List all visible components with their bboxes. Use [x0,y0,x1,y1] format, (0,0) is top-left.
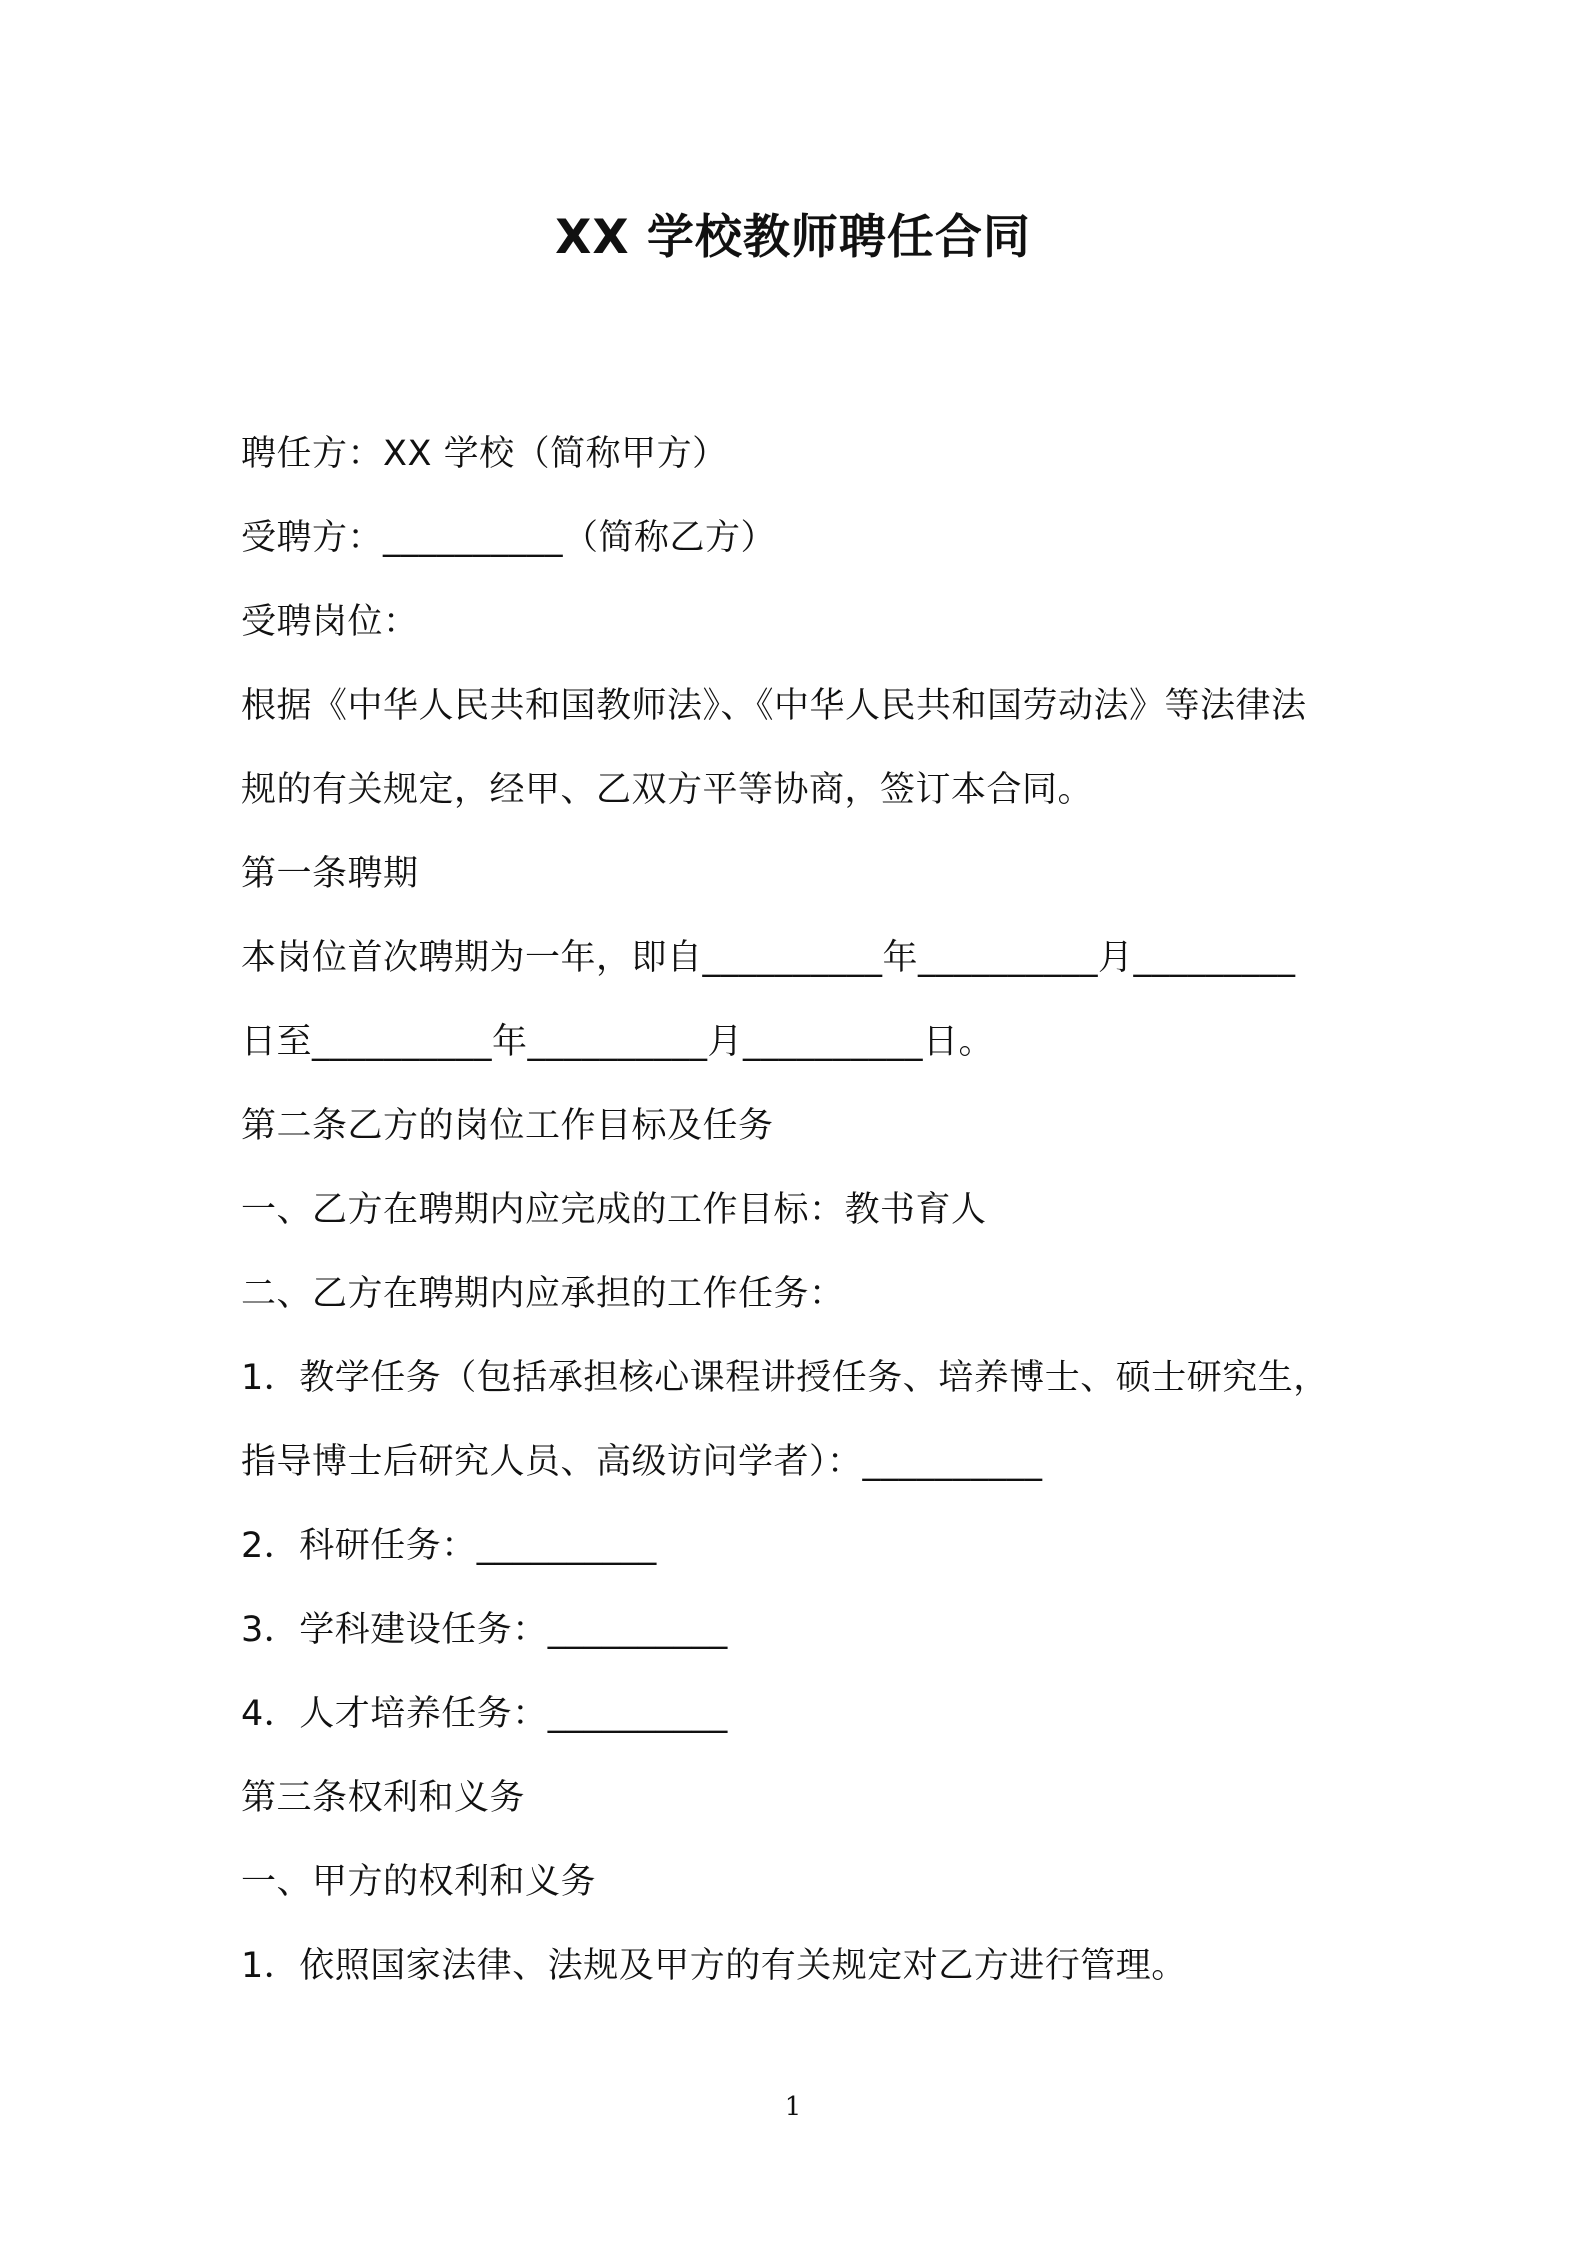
task-teaching-line-2: 指导博士后研究人员、高级访问学者）：__________ [241,1442,1043,1482]
paragraph-basis-line-2: 规的有关规定，经甲、乙双方平等协商，签订本合同。 [241,770,1094,810]
page-number: 1 [784,2092,802,2122]
document-body [241,412,1361,2008]
article-1-term-line-1: 本岗位首次聘期为一年，即自__________年__________月_________ [241,938,1296,978]
task-teaching-line-1: 1．教学任务（包括承担核心课程讲授任务、培养博士、硕士研究生， [241,1358,1329,1398]
clause-employer: 聘任方：XX 学校（简称甲方） [241,434,728,474]
article-2-goal: 一、乙方在聘期内应完成的工作目标：教书育人 [241,1190,987,1230]
article-3-party-a-item-1: 1．依照国家法律、法规及甲方的有关规定对乙方进行管理。 [241,1946,1187,1986]
article-3-party-a-heading: 一、甲方的权利和义务 [241,1862,597,1902]
article-3-heading: 第三条权利和义务 [241,1778,526,1818]
article-2-tasks-heading: 二、乙方在聘期内应承担的工作任务： [241,1274,845,1314]
article-1-term-line-2: 日至__________年__________月__________日。 [241,1022,995,1062]
article-1-heading: 第一条聘期 [241,854,419,894]
task-talent: 4．人才培养任务：__________ [241,1694,728,1734]
document-title: XX 学校教师聘任合同 [555,210,1031,265]
task-research: 2．科研任务：__________ [241,1526,657,1566]
paragraph-basis-line-1: 根据《中华人民共和国教师法》、《中华人民共和国劳动法》等法律法 [241,686,1307,726]
clause-employee: 受聘方：__________（简称乙方） [241,518,777,558]
article-2-heading: 第二条乙方的岗位工作目标及任务 [241,1106,774,1146]
task-discipline: 3．学科建设任务：__________ [241,1610,728,1650]
clause-position: 受聘岗位： [241,602,419,642]
